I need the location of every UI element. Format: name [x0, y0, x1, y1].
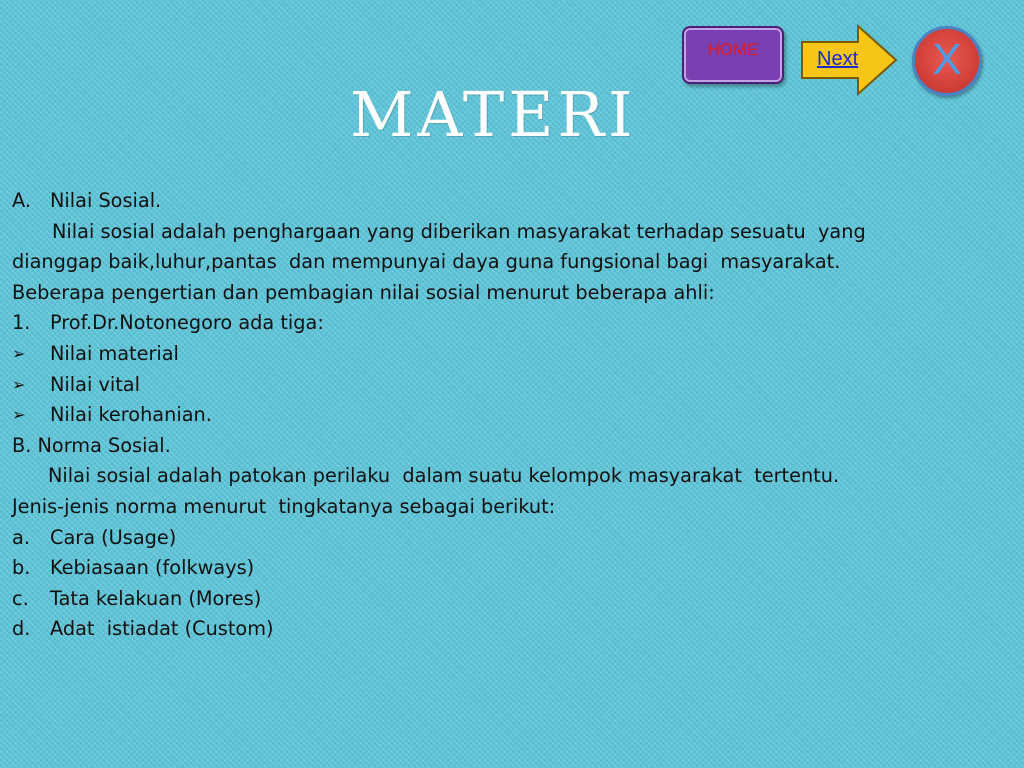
next-button-label: Next	[817, 48, 859, 70]
expert-marker: 1.	[12, 311, 31, 335]
norm-label: Cara (Usage)	[50, 525, 177, 549]
bullet-text: Nilai vital	[50, 372, 140, 396]
section-a-paragraph-line-1: Nilai sosial adalah penghargaan yang diberikan masyarakat terhadap sesuatu yang	[52, 219, 866, 243]
close-button[interactable]	[912, 26, 982, 96]
norm-label: Adat istiadat (Custom)	[50, 617, 274, 641]
section-b-heading: B. Norma Sosial.	[12, 433, 171, 457]
list-item	[12, 400, 1012, 431]
list-item	[12, 614, 1012, 645]
norm-marker: d.	[12, 617, 31, 641]
close-button-label: X	[932, 35, 962, 84]
section-a-paragraph-line-2: dianggap baik,luhur,pantas dan mempunyai daya guna fungsional bagi masyarakat.	[12, 250, 841, 274]
list-item	[12, 553, 1012, 584]
next-button[interactable]	[800, 24, 898, 96]
section-a-heading: Nilai Sosial.	[50, 189, 162, 212]
page-title: MATERI	[350, 78, 637, 151]
section-a-marker: A.	[12, 189, 31, 212]
list-item	[12, 339, 1012, 370]
list-item	[12, 523, 1012, 554]
list-item	[12, 370, 1012, 401]
expert-line	[12, 308, 1012, 339]
home-button-label: HOME	[707, 40, 759, 59]
list-item	[12, 584, 1012, 615]
content-body	[12, 186, 1012, 645]
bullet-text: Nilai material	[50, 341, 179, 365]
norm-label: Kebiasaan (folkways)	[50, 556, 255, 580]
section-a-intro: Beberapa pengertian dan pembagian nilai sosial menurut beberapa ahli:	[12, 280, 715, 304]
norm-marker: c.	[12, 586, 29, 610]
expert-label: Prof.Dr.Notonegoro ada tiga:	[50, 311, 324, 335]
arrow-bullet-icon: ➢	[12, 374, 26, 394]
bullet-text: Nilai kerohanian.	[50, 403, 212, 427]
section-b-intro: Jenis-jenis norma menurut tingkatanya sebagai berikut:	[12, 494, 556, 518]
section-b-paragraph: Nilai sosial adalah patokan perilaku dalam suatu kelompok masyarakat tertentu.	[48, 464, 840, 488]
arrow-bullet-icon: ➢	[12, 405, 26, 425]
arrow-bullet-icon: ➢	[12, 343, 26, 363]
home-button[interactable]	[682, 26, 784, 84]
norm-marker: a.	[12, 525, 30, 549]
norm-marker: b.	[12, 556, 31, 580]
section-a-heading-line	[12, 186, 1012, 217]
norm-label: Tata kelakuan (Mores)	[50, 586, 262, 610]
